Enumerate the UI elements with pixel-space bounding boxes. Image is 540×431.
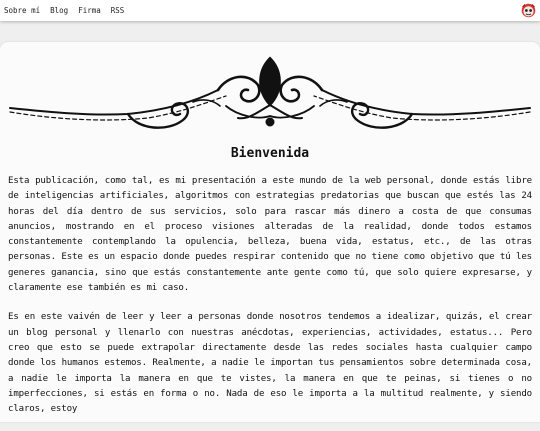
site-logo-icon[interactable] — [520, 2, 537, 19]
article-paragraph: Esta publicación, como tal, es mi presentación a este mundo de la web personal, donde estás libre de inteligencias artificiales, algoritmos con estrategias predatorias que buscan que estés las 24 horas del día dentro de sus servicios, solo para rascar más dinero a costa de que consumas anuncios, mostrando en el proceso visiones alteradas de la realidad, donde todos estamos constantemente contemplando la opulencia, belleza, buena vida, estatus, etc., de las otras personas. Este es un espacio donde puedes respirar contenido que no tiene como objetivo que tú les generes ganancia, sino que estás constantemente ante gente como tú, que solo quiere expresarse, y claramente ese también es mi caso. — [8, 176, 532, 294]
page-title: Bienvenida — [230, 146, 310, 161]
nav-link-rss[interactable]: RSS — [110, 6, 125, 15]
main-nav — [4, 6, 134, 15]
article-body — [8, 174, 532, 431]
nav-link-firma[interactable]: Firma — [78, 6, 101, 15]
decorative-ornament-divider — [8, 50, 532, 134]
top-navigation-bar — [0, 0, 540, 21]
article-paragraph: Es en este vaivén de leer y leer a personas donde nosotros tendemos a idealizar, quizás, el crear un blog personal y llenarlo con nuestras anécdotas, experiencias, actividades, estatus... Pero creo que esto se puede extrapolar directamente desde las redes sociales hasta cualquier campo donde los humanos estemos. Realmente, a nadie le importan tus pensamientos sobre determinada cosa, a nadie le importa la manera en que te vistes, la manera en que te peinas, si tienes o no imperfecciones, si estás en forma o no. Nada de eso le importa a la multitud realmente, y siendo claros, estoy — [8, 312, 532, 415]
nav-link-blog[interactable]: Blog — [50, 6, 69, 15]
nav-link-sobre-mi[interactable]: Sobre mí — [4, 6, 41, 15]
